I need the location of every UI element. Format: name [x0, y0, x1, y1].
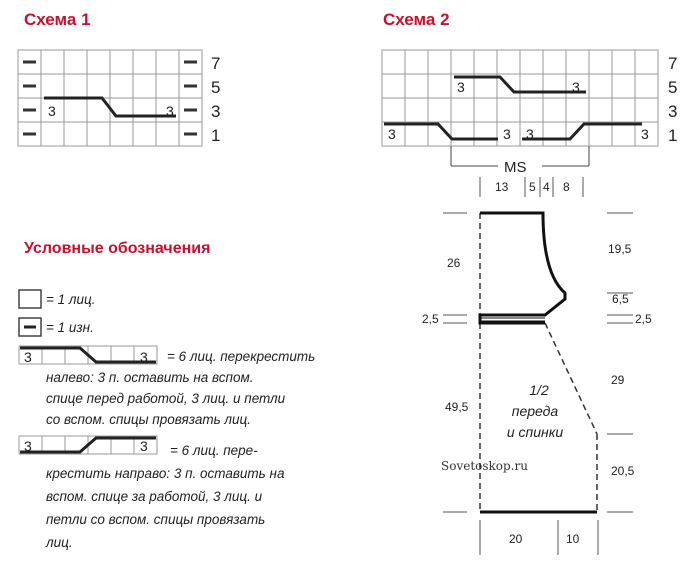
svg-text:3: 3 [140, 349, 148, 365]
row-number: 5 [211, 78, 221, 97]
legend-cable-left-l4: со вспом. спицы провязать лиц. [46, 412, 252, 427]
dim-label: 4 [543, 180, 550, 194]
scheme2-cell-num: 3 [641, 126, 649, 142]
knit-symbol [19, 290, 41, 308]
legend-purl: = 1 изн. [46, 320, 94, 335]
legend-cable-right-l4: петли со вспом. спицы провязать [46, 512, 266, 527]
legend-cable-left-l3: спице перед работой, 3 лиц. и петли [46, 391, 286, 406]
dim-label: 49,5 [445, 400, 469, 414]
scheme2-cell-num: 3 [526, 126, 534, 142]
legend-cable-left-l1: = 6 лиц. перекрестить [167, 349, 316, 364]
row-number: 1 [668, 126, 678, 145]
dim-label: 19,5 [608, 242, 632, 256]
scheme1-title: Схема 1 [24, 10, 91, 29]
legend-knit: = 1 лиц. [46, 292, 96, 307]
legend-cable-right-l3: вспом. спице за работой, 3 лиц. и [46, 489, 263, 504]
legend-cable-left-l2: налево: 3 п. оставить на вспом. [46, 370, 254, 385]
dim-label: 10 [566, 532, 580, 546]
scheme2-cable-line-bottom-right [522, 124, 642, 139]
scheme1-cell-num: 3 [48, 103, 56, 119]
dim-label: 20,5 [611, 464, 635, 478]
row-number: 3 [668, 102, 678, 121]
dim-label: 2,5 [422, 312, 439, 326]
dim-label: 5 [529, 180, 536, 194]
scheme1-chart [18, 42, 258, 162]
svg-text:3: 3 [24, 349, 32, 365]
dim-label: 6,5 [612, 292, 629, 306]
cable-left-symbol [19, 346, 157, 365]
dim-label: 13 [495, 180, 509, 194]
svg-text:3: 3 [140, 438, 148, 454]
dim-label: 2,5 [635, 312, 652, 326]
row-number: 7 [211, 54, 221, 73]
row-number: 3 [211, 102, 221, 121]
scheme2-cable-line-bottom-left [384, 124, 498, 139]
dim-label: 20 [509, 532, 523, 546]
dim-label: 8 [563, 180, 570, 194]
scheme2-cell-num: 3 [457, 79, 465, 95]
watermark: Sovetoskop.ru [441, 459, 528, 473]
legend-cable-right-l1: = 6 лиц. пере- [170, 443, 258, 458]
dim-label: 29 [611, 373, 625, 387]
scheme2-cell-num: 3 [388, 126, 396, 142]
svg-text:3: 3 [24, 438, 32, 454]
scheme2-title: Схема 2 [383, 10, 450, 29]
scheme2-chart [380, 42, 690, 182]
row-number: 7 [668, 54, 678, 73]
legend-cable-right-l5: лиц. [46, 535, 73, 550]
garment-label: 1/2 [529, 382, 549, 398]
row-number: 5 [668, 78, 678, 97]
scheme2-cell-num: 3 [572, 79, 580, 95]
legend-cable-right-l2: крестить направо: 3 п. оставить на [46, 466, 285, 481]
row-number: 1 [211, 126, 221, 145]
scheme2-cell-num: 3 [503, 126, 511, 142]
dim-label: 26 [447, 256, 461, 270]
ms-label: MS [504, 159, 527, 176]
garment-pattern [422, 175, 695, 560]
garment-label: переда [511, 403, 559, 419]
garment-label: и спинки [506, 424, 564, 440]
scheme1-cell-num: 3 [166, 103, 174, 119]
legend-title: Условные обозначения [24, 240, 211, 257]
cable-right-symbol [19, 436, 157, 454]
